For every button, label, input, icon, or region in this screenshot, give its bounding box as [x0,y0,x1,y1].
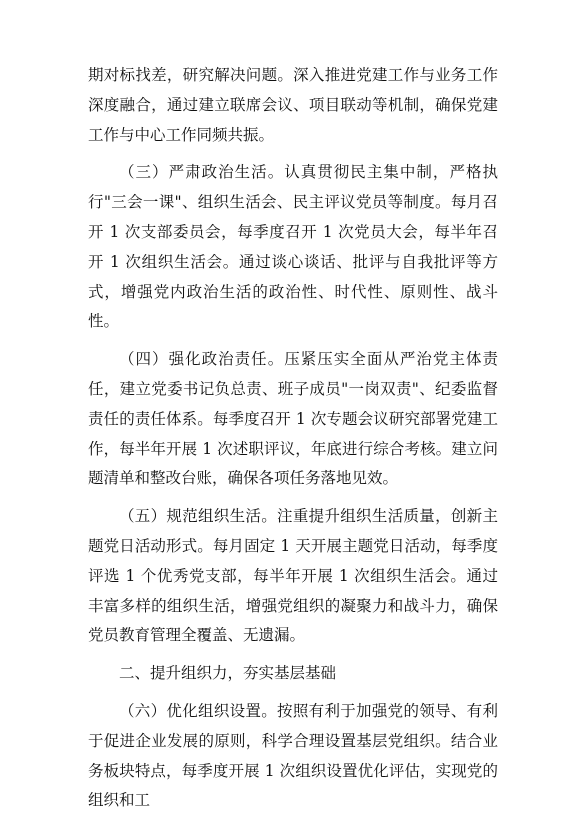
paragraph-3: （三）严肃政治生活。认真贯彻民主集中制，严格执行"三会一课"、组织生活会、民主评议党员等制度。每月召开 1 次支部委员会，每季度召开 1 次党员大会，每半年召开 1 次组织生活会。通过谈心谈话、批评与自我批评等方式，增强党内政治生活的政治性、时代性、原则性、战斗性。 [88,163,498,331]
paragraph-continuation: 期对标找差，研究解决问题。深入推进党建工作与业务工作深度融合，通过建立联席会议、项目联动等机制，确保党建工作与中心工作同频共振。 [88,66,498,144]
paragraph-4: （四）强化政治责任。压紧压实全面从严治党主体责任，建立党委书记负总责、班子成员"一岗双责"、纪委监督责任的责任体系。每季度召开 1 次专题会议研究部署党建工作，每半年开展 1 次述职评议，年底进行综合考核。建立问题清单和整改台账，确保各项任务落地见效。 [88,350,498,488]
document-body [88,61,498,824]
section-heading: 二、提升组织力，夯实基层基础 [119,664,337,683]
paragraph-5: （五）规范组织生活。注重提升组织生活质量，创新主题党日活动形式。每月固定 1 天开展主题党日活动，每季度评选 1 个优秀党支部，每半年开展 1 次组织生活会。通过丰富多样的组织生活，增强党组织的凝聚力和战斗力，确保党员教育管理全覆盖、无遗漏。 [88,507,498,645]
paragraph-6: （六）优化组织设置。按照有利于加强党的领导、有利于促进企业发展的原则，科学合理设置基层党组织。结合业务板块特点，每季度开展 1 次组织设置优化评估，实现党的组织和工 [88,701,498,810]
